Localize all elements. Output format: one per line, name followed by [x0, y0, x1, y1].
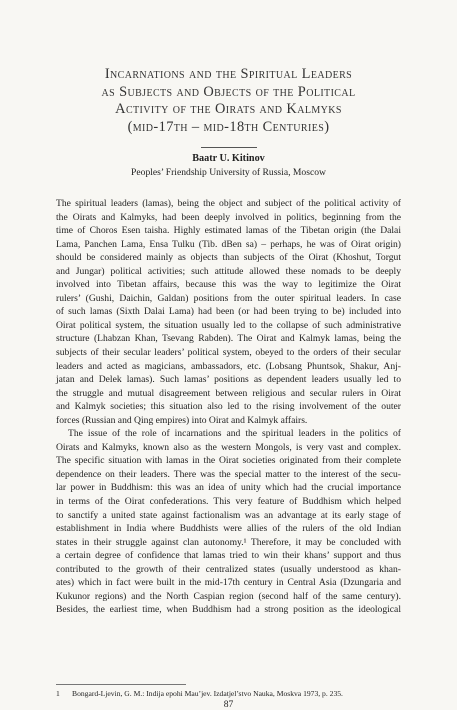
- body-line: contributed to the growth of their centralized states (usually understood as khan-: [56, 563, 401, 575]
- body-line: Oirats and Kalmyks, known also as the western Mongols, is very vast and complex.: [56, 441, 401, 453]
- body-line: lar power in Buddhism: this was an idea of unity which had the crucial importance: [56, 482, 401, 494]
- body-line: dependence on their leaders. There was the special matter to the interest of the secu-: [56, 468, 401, 480]
- footnote-divider: [56, 684, 186, 685]
- body-line: The specific situation with lamas in the Oirat societies originated from their complete: [56, 455, 401, 467]
- body-line: and Kalmyk societies; this situation also led to the rising involvement of the outer: [56, 401, 401, 413]
- body-line: The issue of the role of incarnations and the spiritual leaders in the politics of: [68, 428, 401, 440]
- body-line: involved into Tibetan affairs, because this was the way to legitimize the Oirat: [56, 279, 401, 291]
- body-line: Kukunor regions) and the North Caspian region (second half of the same century).: [56, 590, 401, 602]
- body-line: a certain degree of confidence that lamas tried to win their khans’ support and thus: [56, 550, 401, 562]
- body-line: The spiritual leaders (lamas), being the object and subject of the political activity of: [56, 198, 401, 209]
- body-line: the struggle and mutual disagreement between religious and secular rulers in Oirat: [56, 387, 401, 399]
- article-title: [40, 66, 417, 136]
- body-line: the Oirats and Kalmyks, had been deeply involved in politics, beginning from the: [56, 211, 401, 223]
- body-line: to sanctify a united state against factionalism was an advantage at its early stage of: [56, 509, 401, 521]
- title-line: (mid-17th – mid-18th Centuries): [127, 118, 330, 135]
- title-line: Incarnations and the Spiritual Leaders: [104, 66, 353, 82]
- body-line: Oirat political system, the situation usually led to the collapse of such administrative: [56, 319, 401, 331]
- body-line: structure (Lhabzan Khan, Tsevang Rabden). The Oirat and Kalmyk lamas, being the: [56, 333, 401, 345]
- body-line: should be considered mainly as objects than subjects of the Oirat (Khoshut, Torgut: [56, 252, 401, 264]
- footnote: [56, 689, 401, 699]
- author-name: Baatr U. Kitinov: [192, 153, 265, 164]
- title-divider: [201, 147, 257, 148]
- body-line: establishment in India where Buddhists were allies of the rulers of the old Indian: [56, 523, 401, 535]
- body-line: states in their struggle against clan autonomy.¹ Therefore, it may be concluded with: [56, 536, 401, 548]
- body-line: in terms of the Oirat confederations. This very feature of Buddhism which helped: [56, 496, 401, 508]
- body-line: Besides, the earliest time, when Buddhism had a strong position as the ideological: [56, 604, 401, 616]
- title-line: as Subjects and Objects of the Political: [101, 83, 356, 100]
- body-line: Lama, Panchen Lama, Ensa Tulku (Tib. dBen sa) – perhaps, he was of Oirat origin): [56, 238, 401, 250]
- title-line: Activity of the Oirats and Kalmyks: [115, 101, 342, 117]
- author-affiliation: Peoples’ Friendship University of Russia, Moscow: [131, 167, 326, 178]
- body-line: and Jungar) political activities; such attitude allowed these nomads to be deeply: [56, 265, 401, 277]
- body-line: leaders and acted as magicians, ambassadors, etc. (Lobsang Phuntsok, Shakur, Anj-: [56, 360, 401, 372]
- body-line: subjects of their secular leaders’ political system, obeyed to the orders of their secular: [56, 347, 401, 359]
- body-line: rulers’ (Gushi, Daichin, Galdan) positions from the outer spiritual leaders. In case: [56, 292, 401, 304]
- footnote-number: 1: [56, 689, 60, 698]
- body-line: ates) which in fact were built in the mid-17th century in Central Asia (Dzungaria and: [56, 577, 401, 589]
- body-line: of such lamas (Sixth Dalai Lama) had been (or had been trying to be) included into: [56, 306, 401, 318]
- body-line: forces (Russian and Qing empires) into Oirat and Kalmyk affairs.: [56, 414, 308, 426]
- body-line: jatan and Delek lamas). Such lamas’ positions as dependent leaders usually led to: [56, 374, 401, 386]
- article-body: [56, 197, 401, 617]
- footnote-text: Bongard-Ljevin, G. M.: Indija epohi Mau’jev. Izdatjel’stvo Nauka, Moskva 1973, p. 235.: [72, 689, 343, 698]
- body-line: time of Choros Esen taisha. Highly estimated lamas of the Tibetan origin (the Dalai: [56, 225, 401, 237]
- page-number: 87: [223, 699, 234, 710]
